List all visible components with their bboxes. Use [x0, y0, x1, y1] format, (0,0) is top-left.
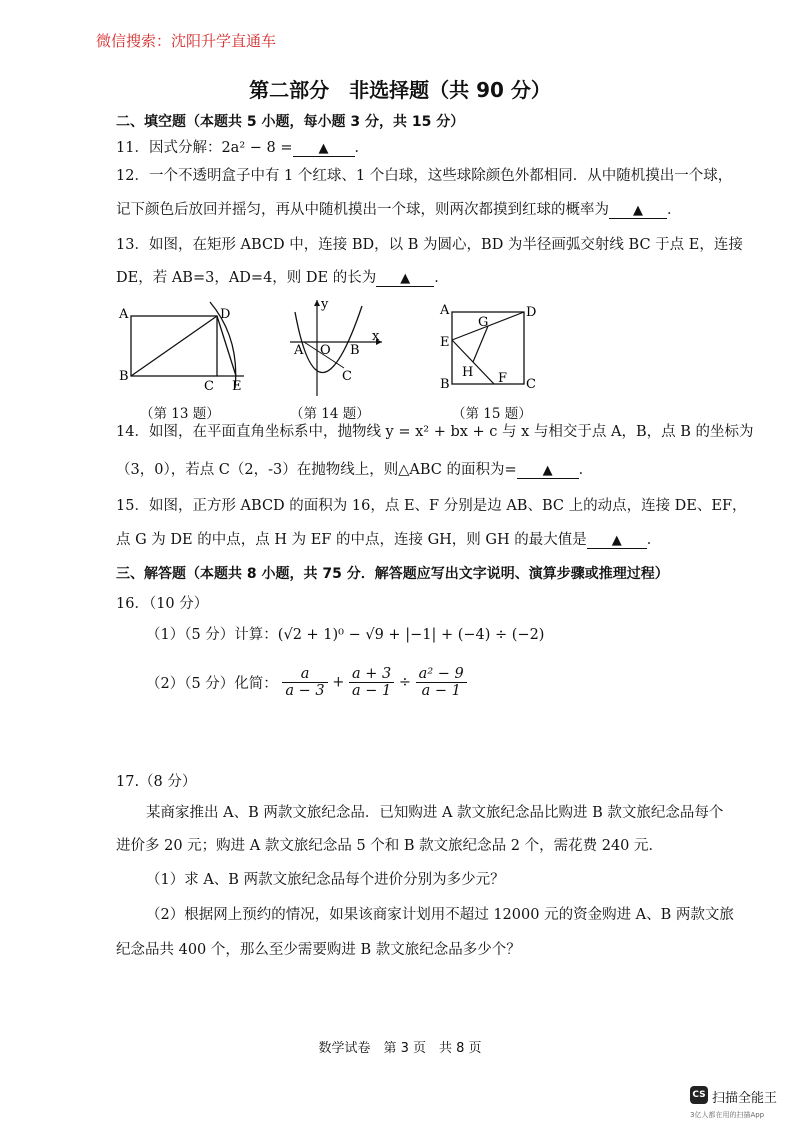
question-12-line1: 12．一个不透明盒子中有 1 个红球、1 个白球，这些球除颜色外都相同．从中随机摸出一个球， [116, 168, 733, 184]
question-15-line1: 15．如图，正方形 ABCD 的面积为 16，点 E、F 分别是边 AB、BC 上的动点，连接 DE、EF， [116, 498, 747, 514]
fig15-label-b: B [440, 377, 450, 392]
page-footer: 数学试卷 第 3 页 共 8 页 [318, 1041, 482, 1056]
page-title: 第二部分 非选择题（共 90 分） [249, 78, 551, 102]
fig15-label-c: C [526, 377, 536, 392]
question-11: 11．因式分解：2a² − 8 = ▲ ． [116, 140, 369, 156]
scanner-tagline: 3亿人都在用的扫描App [690, 1111, 765, 1119]
fig15-label-e: E [440, 335, 450, 350]
watermark-text: 微信搜索：沈阳升学直通车 [96, 32, 277, 50]
section-heading-fill-in: 二、填空题（本题共 5 小题，每小题 3 分，共 15 分） [116, 114, 465, 130]
figure-15-caption: （第 15 题） [452, 406, 532, 422]
question-14-line2: （3，0），若点 C（2，-3）在抛物线上，则△ABC 的面积为= ▲ ． [116, 462, 594, 478]
scanner-app-name: 扫描全能王 [712, 1091, 778, 1106]
figure-13-caption: （第 13 题） [140, 406, 220, 422]
section-heading-solutions: 三、解答题（本题共 8 小题，共 75 分．解答题应写出文字说明、演算步骤或推理过程） [116, 566, 669, 582]
question-16-part2: （2）（5 分）化简： $\frac{a}{a - 3}$ + $\frac{a + 3}{a - 1}$ ÷ $\frac{\text{a² − 9}}{a - 1}$ [146, 666, 467, 699]
fig14-label-c: C [342, 369, 352, 384]
question-17-part1: （1）求 A、B 两款文旅纪念品每个进价分别为多少元？ [146, 872, 505, 888]
fig14-label-x: x [372, 329, 380, 344]
scanner-logo-icon: CS [690, 1086, 708, 1104]
fig14-label-o: O [320, 343, 331, 358]
question-17-line1: 某商家推出 A、B 两款文旅纪念品．已知购进 A 款文旅纪念品比购进 B 款文旅纪念品每个 [146, 805, 724, 821]
fig13-label-a: A [119, 307, 129, 322]
fig14-label-y: y [321, 297, 329, 312]
fig15-label-f: F [498, 371, 508, 386]
question-16-part1: （1）（5 分）计算：(√2 + 1)⁰ − √9 + |−1| + (−4) ÷ (−2) [146, 627, 545, 643]
fig15-label-g: G [478, 315, 489, 330]
question-13-line1: 13．如图，在矩形 ABCD 中，连接 BD，以 B 为圆心，BD 为半径画弧交射线 BC 于点 E，连接 [116, 237, 743, 253]
question-17-part2-line2: 纪念品共 400 个，那么至少需要购进 B 款文旅纪念品多少个？ [116, 942, 521, 958]
fig15-label-a: A [440, 303, 450, 318]
figure-14 [282, 296, 392, 400]
fig15-label-d: D [526, 305, 537, 320]
fig15-label-h: H [462, 365, 474, 380]
fig14-label-a: A [294, 343, 304, 358]
question-16: 16．（10 分） [116, 596, 209, 612]
question-17-part2-line1: （2）根据网上预约的情况，如果该商家计划用不超过 12000 元的资金购进 A、B 两款文旅 [146, 907, 734, 923]
question-15-line2: 点 G 为 DE 的中点，点 H 为 EF 的中点，连接 GH，则 GH 的最大值是 ▲ ． [116, 532, 662, 548]
figure-14-caption: （第 14 题） [290, 406, 370, 422]
fig13-label-d: D [220, 307, 231, 322]
question-17: 17.（8 分） [116, 774, 197, 790]
fig14-label-b: B [350, 343, 360, 358]
fig13-label-e: E [232, 379, 242, 394]
fig13-label-b: B [119, 369, 129, 384]
figure-15 [436, 296, 544, 396]
question-13-line2: DE，若 AB=3，AD=4，则 DE 的长为 ▲ ． [116, 270, 449, 286]
question-17-line2: 进价多 20 元；购进 A 款文旅纪念品 5 个和 B 款文旅纪念品 2 个，需花费 240 元． [116, 838, 664, 854]
question-12-line2: 记下颜色后放回并摇匀，再从中随机摸出一个球，则两次都摸到红球的概率为 ▲ ． [116, 202, 682, 218]
question-14-line1: 14．如图，在平面直角坐标系中，抛物线 y = x² + bx + c 与 x 与相交于点 A，B，点 B 的坐标为 [116, 424, 754, 440]
fig13-label-c: C [204, 379, 214, 394]
figure-13 [116, 298, 256, 398]
